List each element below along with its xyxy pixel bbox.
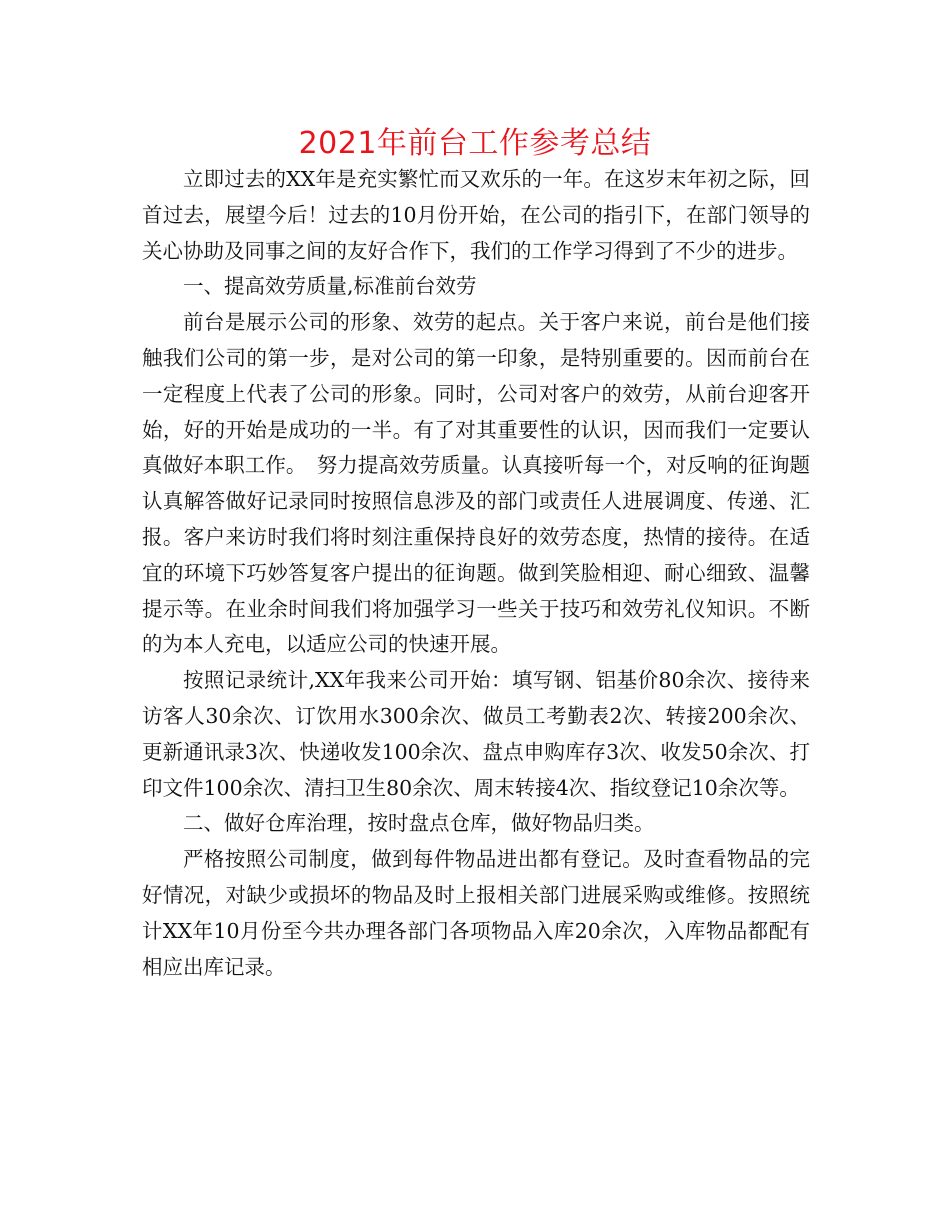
paragraph-front-desk: 前台是展示公司的形象、效劳的起点。关于客户来说，前台是他们接触我们公司的第一步，是对公司的第一印象，是特别重要的。因而前台在一定程度上代表了公司的形象。同时，公司对客户的效劳，从前台迎客开始，好的开始是成功的一半。有了对其重要性的认识，因而我们一定要认真做好本职工作。 努力提高效劳质量。认真接听每一个，对反响的征询题认真解答做好记录同时按照信息涉及的部门或责任人进展调度、传递、汇报。客户来访时我们将时刻注重保持良好的效劳态度，热情的接待。在适宜的环境下巧妙答复客户提出的征询题。做到笑脸相迎、耐心细致、温馨提示等。在业余时间我们将加强学习一些关于技巧和效劳礼仪知识。不断的为本人充电，以适应公司的快速开展。 [142,310,810,657]
paragraph-intro: 立即过去的XX年是充实繁忙而又欢乐的一年。在这岁末年初之际，回首过去，展望今后！过去的10月份开始，在公司的指引下，在部门领导的关心协助及同事之间的友好合作下，我们的工作学习得到了不少的进步。 [142,167,810,263]
document-body [142,162,810,985]
paragraph-warehouse: 严格按照公司制度，做到每件物品进出都有登记。及时查看物品的完好情况，对缺少或损坏的物品及时上报相关部门进展采购或维修。按照统计XX年10月份至今共办理各部门各项物品入库20余次，入库物品都配有相应出库记录。 [142,847,810,979]
document-title: 2021年前台工作参考总结 [298,126,652,161]
section-heading-2: 二、做好仓库治理，按时盘点仓库，做好物品归类。 [183,811,655,836]
paragraph-statistics: 按照记录统计,XX年我来公司开始：填写钢、铝基价80余次、接待来访客人30余次、订饮用水300余次、做员工考勤表2次、转接200余次、更新通讯录3次、快递收发100余次、盘点申购库存3次、收发50余次、打印文件100余次、清扫卫生80余次、周末转接4次、指纹登记10余次等。 [142,668,810,800]
section-heading-1: 一、提高效劳质量,标准前台效劳 [183,274,477,299]
